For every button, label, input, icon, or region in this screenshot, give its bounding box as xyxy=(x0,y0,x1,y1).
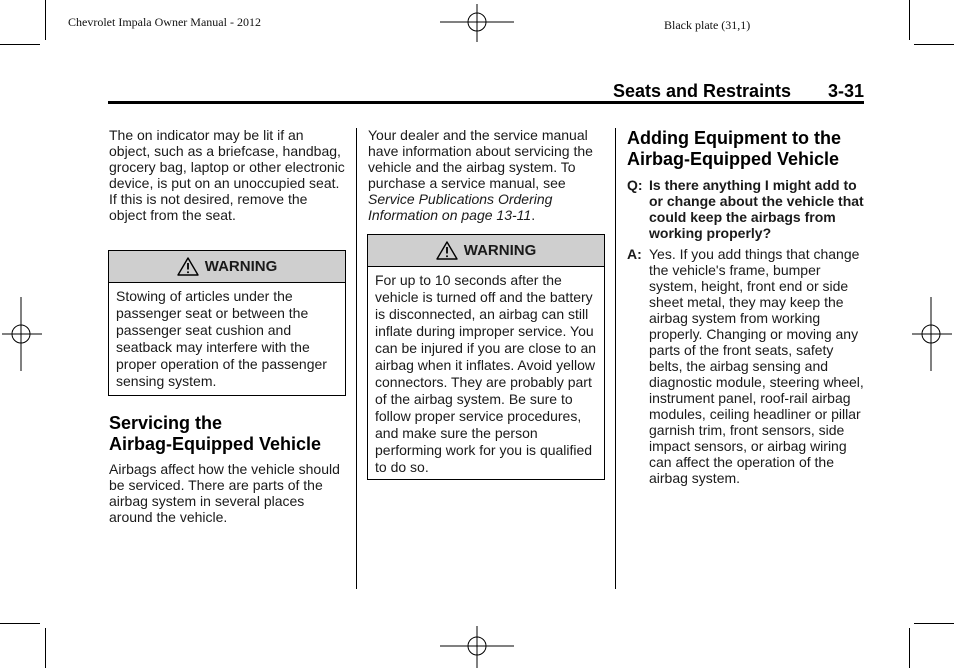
intro-end: . xyxy=(531,207,536,223)
answer-block xyxy=(627,246,867,506)
section-heading xyxy=(627,128,867,170)
warning-box xyxy=(108,250,346,396)
column-2 xyxy=(368,127,606,223)
warning-label: WARNING xyxy=(463,242,537,259)
question-block xyxy=(627,177,867,241)
warning-text: For up to 10 seconds after the vehicle is turned off and the battery is disconnected, an airbag can still inflate during improper service. You can be injured if you are close to an airbag when it inflates. Avoid yellow connectors. They are probably part of the airbag system. Be sure to follow proper service procedures, and make sure the person performing work for you is qualified to do so. xyxy=(375,272,597,475)
column-1 xyxy=(109,127,345,223)
warning-triangle-icon xyxy=(436,241,458,260)
question-tag: Q: xyxy=(627,177,643,193)
cross-reference-link[interactable]: Service Publications Ordering Information on page 13-11 xyxy=(368,191,553,223)
warning-box xyxy=(367,234,605,480)
warning-label: WARNING xyxy=(204,258,278,275)
heading-line: Airbag-Equipped Vehicle xyxy=(109,434,322,454)
page-number: 3-31 xyxy=(828,81,865,101)
body-text: Airbags affect how the vehicle should be serviced. There are parts of the airbag system in several places around the vehicle. xyxy=(109,461,340,525)
warning-header xyxy=(109,251,345,283)
heading-line: Servicing the xyxy=(109,413,223,433)
column-divider xyxy=(356,128,357,589)
column-divider xyxy=(615,128,616,589)
section-heading xyxy=(109,413,349,455)
heading-line: Adding Equipment to the xyxy=(627,128,841,148)
body-paragraph xyxy=(109,461,345,525)
warning-header xyxy=(368,235,604,267)
answer-text: Yes. If you add things that change the vehicle's frame, bumper system, height, front end or side sheet metal, they may keep the airbag system from working properly. Changing or moving any parts of the front seats, safety belts, the airbag sensing and diagnostic module, steering wheel, instrument panel, roof-rail airbag modules, ceiling headliner or pillar garnish trim, front sensors, side impact sensors, or airbag wiring can affect the operation of the airbag system. xyxy=(649,246,864,486)
intro-paragraph xyxy=(368,127,606,223)
section-title: Seats and Restraints xyxy=(613,81,792,101)
header-rule xyxy=(108,101,864,104)
registration-crosshair-icon xyxy=(2,297,42,371)
intro-paragraph: The on indicator may be lit if an object, such as a briefcase, handbag, grocery bag, laptop or other electronic device, is put on an unoccupied seat. If this is not desired, remove the object from the seat. xyxy=(109,127,345,223)
question-text: Is there anything I might add to or change about the vehicle that could keep the airbags from working properly? xyxy=(649,177,864,241)
warning-text: Stowing of articles under the passenger seat or between the passenger seat cushion and seatback may interfere with the proper operation of the passenger sensing system. xyxy=(116,288,327,389)
registration-crosshair-icon xyxy=(440,4,514,42)
registration-crosshair-icon xyxy=(440,626,514,668)
answer-tag: A: xyxy=(627,246,642,262)
print-header-right: Black plate (31,1) xyxy=(664,18,751,32)
print-header-left: Chevrolet Impala Owner Manual - 2012 xyxy=(68,15,261,29)
warning-triangle-icon xyxy=(177,257,199,276)
intro-text: Your dealer and the service manual have information about servicing the vehicle and the airbag system. To purchase a service manual, see xyxy=(368,127,593,191)
registration-crosshair-icon xyxy=(912,297,952,371)
heading-line: Airbag-Equipped Vehicle xyxy=(627,149,840,169)
